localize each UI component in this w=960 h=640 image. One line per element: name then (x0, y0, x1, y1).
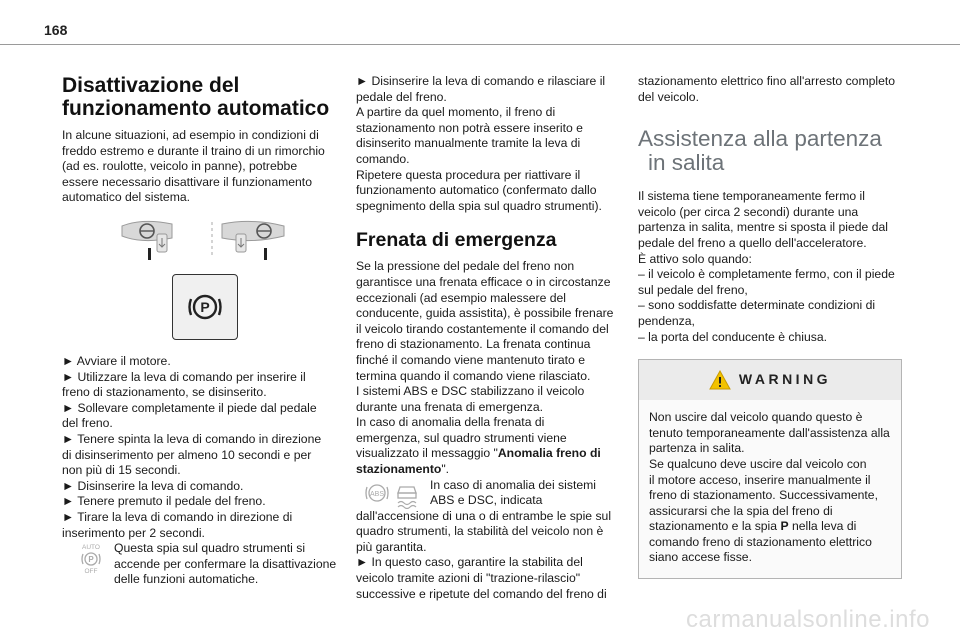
text-line: veicolo (per circa 2 secondi) durante una (638, 204, 859, 219)
text-line: ABS e DSC, indicata (430, 493, 543, 508)
text-line (356, 462, 614, 478)
text-line: automatico del sistema. (62, 190, 191, 205)
text-line: freddo estremo e durante il traino di un rimorchio (62, 143, 325, 158)
section-title-assistenza (638, 127, 900, 175)
column-3 (638, 74, 900, 579)
text-line: pedale del freno a quello dell'acceleratore. (638, 235, 867, 250)
text-line: siano accese fisse. (649, 550, 752, 565)
auto-off-note (76, 541, 342, 588)
title-line: Disattivazione del (62, 74, 240, 97)
text-line: – sono soddisfatte determinate condizioni di (638, 298, 876, 313)
text-line: del freno. (62, 416, 113, 431)
hill-assist-paragraph (638, 189, 900, 345)
text-line: ► Tenere spinta la leva di comando in direzione (62, 431, 322, 446)
reactivation-paragraph (356, 74, 614, 214)
text-line: veicolo tramite azioni di "trazione-rilascio" (356, 571, 581, 586)
p-letter-bold: P (780, 519, 789, 534)
warning-box (638, 359, 902, 579)
text-line: Il sistema tiene temporaneamente fermo il (638, 189, 865, 204)
text-line: successive e ripetute del comando del freno di (356, 586, 607, 601)
text-line: non più di 15 secondi. (62, 463, 181, 478)
text-line: pendenza, (638, 313, 695, 328)
auto-off-p-letter: P (88, 555, 94, 565)
text-line: più garantita. (356, 539, 427, 554)
text-line: Non uscire dal veicolo quando questo è (649, 410, 863, 425)
column-1 (62, 74, 342, 588)
text-line: In caso di anomalia dei sistemi (430, 477, 596, 492)
text-line: I sistemi ABS e DSC stabilizzano il veicolo (356, 384, 585, 399)
title-line: Assistenza alla partenza (638, 126, 882, 152)
text-line: comando freno di stazionamento elettrico (649, 534, 872, 549)
text-line: ► Avviare il motore. (62, 353, 171, 368)
text-line: partenza in salita. (649, 441, 745, 456)
steering-lever-illustration (112, 220, 312, 260)
abs-dsc-note (356, 478, 614, 603)
warning-triangle-icon (709, 370, 731, 390)
text-line: In alcune situazioni, ad esempio in condizioni di (62, 128, 319, 142)
steps-list (62, 354, 342, 541)
section-title-frenata: Frenata di emergenza (356, 229, 557, 252)
auto-off-icon (76, 542, 106, 574)
text-fragment: nella leva di (788, 519, 857, 534)
text-line: assicurarsi che la spia del freno di (649, 503, 833, 518)
text-line: Ripetere questa procedura per riattivare il (356, 167, 581, 182)
text-line: del veicolo. (638, 89, 699, 104)
text-line: il motore acceso, inserire manualmente il (649, 472, 871, 487)
steering-wheel-icon (112, 220, 312, 260)
text-line: A partire da quel momento, il freno di (356, 105, 556, 120)
text-line: tenuto temporaneamente dall'assistenza alla (649, 425, 890, 440)
text-line: conducente, guida assistita), è possibile frenare (356, 306, 614, 321)
continued-paragraph (638, 74, 900, 105)
text-line: accende per confermare la disattivazione (114, 556, 337, 571)
text-line (649, 519, 891, 535)
text-line: ► Utilizzare la leva di comando per inserire il (62, 369, 306, 384)
intro-paragraph (62, 128, 342, 206)
text-line: durante una frenata di emergenza. (356, 399, 544, 414)
text-line: (ad es. roulotte, veicolo in panne), potrebbe (62, 159, 298, 174)
text-line: Se qualcuno deve uscire dal veicolo con (649, 456, 867, 471)
text-line: garantisce una frenata efficace o in circostanze (356, 274, 611, 289)
text-line: – il veicolo è completamente fermo, con il piede (638, 267, 895, 282)
warning-body (639, 400, 901, 578)
text-line: partenza in salita, mentre si sposta il piede dal (638, 220, 888, 235)
abs-dsc-icons (364, 479, 422, 509)
parking-brake-letter: P (200, 298, 210, 315)
warning-header (639, 360, 901, 400)
text-line: ► Tenere premuto il pedale del freno. (62, 494, 266, 509)
text-fragment: visualizzato il messaggio " (356, 446, 498, 461)
text-line: È attivo solo quando: (638, 251, 752, 266)
watermark: carmanualsonline.info (686, 606, 930, 633)
text-line: – la porta del conducente è chiusa. (638, 329, 828, 344)
message-bold: Anomalia freno di (497, 446, 601, 461)
text-line: In caso di anomalia della frenata di (356, 415, 545, 430)
parking-brake-icon (185, 287, 225, 327)
text-line: ► Disinserire la leva di comando e rilasciare il (356, 74, 606, 88)
text-line: essere necessario disattivare il funzionamento (62, 174, 312, 189)
text-line: funzionamento automatico (confermato dallo (356, 183, 597, 198)
text-line: ► Tirare la leva di comando in direzione di (62, 509, 293, 524)
text-line: termina quando il comando viene rilasciato. (356, 368, 591, 383)
text-line: freno di stazionamento. Successivamente, (649, 488, 878, 503)
text-line: finché il comando viene mantenuto tirato e (356, 352, 585, 367)
text-line: pedale del freno. (356, 89, 447, 104)
text-line: ► Disinserire la leva di comando. (62, 478, 244, 493)
text-line: quadro strumenti, la stabilità del veicolo non è (356, 524, 604, 539)
parking-brake-warning-icon (172, 274, 238, 340)
text-fragment: stazionamento e la spia (649, 519, 781, 534)
abs-label: ABS (369, 490, 385, 498)
text-line: Se la pressione del pedale del freno non (356, 259, 575, 274)
text-line: disinserito manualmente tramite la leva di (356, 136, 581, 151)
auto-label: AUTO (82, 544, 100, 552)
text-line: freno di stazionamento. La frenata continua (356, 337, 591, 352)
text-line: dall'accensione di una o di entrambe le spie sul (356, 508, 612, 523)
section-title-disattivazione (62, 74, 342, 120)
text-line: stazionamento elettrico fino all'arresto completo (638, 74, 896, 88)
off-label: OFF (84, 568, 98, 575)
message-bold: stazionamento (356, 462, 442, 477)
text-line: sul pedale del freno, (638, 282, 748, 297)
text-line: freno di stazionamento, se disinserito. (62, 385, 267, 400)
title-line: in salita (648, 150, 725, 176)
text-line: comando. (356, 151, 410, 166)
text-line: di disinserimento per almeno 10 secondi e per (62, 447, 312, 462)
text-line: emergenza, sul quadro strumenti viene (356, 430, 567, 445)
title-line: funzionamento automatico (62, 97, 330, 120)
text-line: delle funzioni automatiche. (114, 572, 259, 587)
page-number: 168 (44, 22, 68, 38)
text-line: inserimento per 2 secondi. (62, 525, 205, 540)
text-fragment: ". (441, 462, 450, 477)
text-line: eccezionali (ad esempio malessere del (356, 290, 567, 305)
text-line: stazionamento non potrà essere inserito e (356, 120, 583, 135)
text-line: ► In questo caso, garantire la stabilita del (356, 555, 583, 570)
column-2 (356, 74, 614, 602)
dsc-car-icon (398, 487, 416, 493)
text-line: ► Sollevare completamente il piede dal pedale (62, 400, 317, 415)
text-line: Questa spia sul quadro strumenti si (114, 541, 306, 556)
text-line: il veicolo tirando costantemente il comando del (356, 321, 609, 336)
header-rule (0, 44, 960, 45)
warning-title: WARNING (738, 371, 832, 388)
text-line: spegnimento della spia sul quadro strumenti). (356, 198, 602, 213)
emergency-paragraph (356, 259, 614, 477)
text-line (356, 446, 614, 462)
